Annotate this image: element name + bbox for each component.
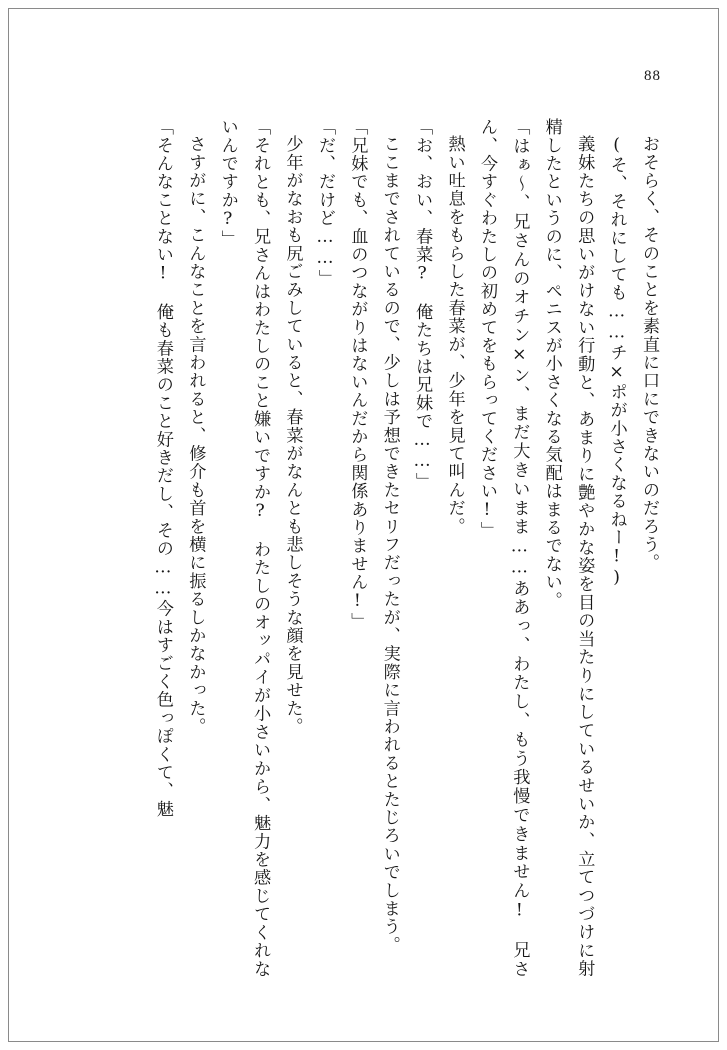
page-number: 88 (644, 68, 661, 84)
page-body-text (62, 118, 665, 978)
paragraph-dialogue: 「はぁ〜、兄さんのオチン×ン、まだ大きいまま……ああっ、わたし、もう我慢できません! 兄さん、今すぐわたしの初めてをもらってください!」 (476, 118, 530, 978)
paragraph: 熱い吐息をもらした春菜が、少年を見て叫んだ。 (444, 135, 465, 536)
paragraph: 義妹たちの思いがけない行動と、あまりに艶やかな姿を目の当たりにしているせいか、立てつづけに射精したというのに、ペニスが小さくなる気配はまるでない。 (541, 118, 595, 978)
paragraph-dialogue: 「それとも、兄さんはわたしのこと嫌いですか? わたしのオッパイが小さいから、魅力を感じてくれないんですか?」 (217, 118, 271, 978)
paragraph: ここまでされているので、少しは予想できたセリフだったが、実際に言われるとたじろいでしまう。 (379, 135, 400, 955)
paragraph: (そ、それにしても……チ×ポが小さくなるねー!) (606, 135, 627, 589)
paragraph: 少年がなおも尻ごみしていると、春菜がなんとも悲しそうな顔を見せた。 (282, 135, 303, 736)
paragraph-dialogue: 「兄妹でも、血のつながりはないんだから関係ありません!」 (347, 118, 368, 631)
paragraph: おそらく、そのことを素直に口にできないのだろう。 (639, 135, 659, 572)
paragraph-dialogue: 「そんなことない! 俺も春菜のこと好きだし、その……今はすごく色っぽくて、魅 (152, 118, 173, 818)
paragraph: さすがに、こんなことを言われると、修介も首を横に振るしかなかった。 (185, 135, 206, 736)
paragraph-dialogue: 「だ、だけど……」 (314, 118, 335, 288)
paragraph-dialogue: 「お、おい、春菜? 俺たちは兄妹で……」 (412, 118, 433, 491)
